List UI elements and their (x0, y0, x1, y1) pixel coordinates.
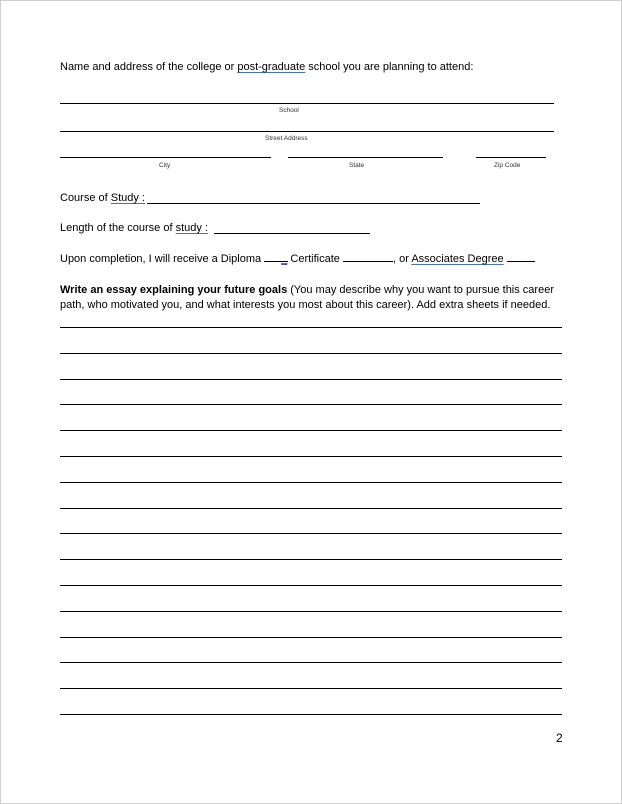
state-field[interactable] (288, 157, 443, 158)
essay-answer-line[interactable] (60, 611, 562, 612)
essay-answer-line[interactable] (60, 637, 562, 638)
essay-answer-line[interactable] (60, 688, 562, 689)
essay-answer-line[interactable] (60, 456, 562, 457)
associates-degree-field[interactable] (507, 251, 535, 262)
zip-code-label: Zip Code (494, 162, 521, 169)
zip-code-field[interactable] (476, 157, 546, 158)
school-label: School (279, 107, 299, 114)
course-length-label: Length of the course of study : (60, 222, 208, 234)
essay-answer-line[interactable] (60, 404, 562, 405)
essay-answer-line[interactable] (60, 508, 562, 509)
street-address-label: Street Address (265, 135, 308, 142)
essay-answer-line[interactable] (60, 585, 562, 586)
essay-answer-line[interactable] (60, 379, 562, 380)
certificate-field[interactable] (343, 251, 393, 262)
completion-sentence: Upon completion, I will receive a Diploma _ Certificate , or Associates Degree (60, 251, 535, 266)
course-of-study-field[interactable] (147, 203, 480, 204)
street-address-field[interactable] (60, 131, 554, 132)
school-prompt: Name and address of the college or post-graduate school you are planning to attend: (60, 61, 474, 73)
essay-answer-line[interactable] (60, 353, 562, 354)
essay-prompt-line2: path, who motivated you, and what interests you most about this career). Add extra sheets if needed. (60, 299, 551, 311)
course-of-study-label: Course of Study : (60, 192, 145, 204)
course-length-field[interactable] (214, 233, 370, 234)
city-label: City (159, 162, 171, 169)
essay-answer-line[interactable] (60, 327, 562, 328)
school-field[interactable] (60, 103, 554, 104)
essay-answer-line[interactable] (60, 714, 562, 715)
essay-answer-line[interactable] (60, 430, 562, 431)
essay-answer-line[interactable] (60, 559, 562, 560)
state-label: State (349, 162, 365, 169)
page-number: 2 (556, 731, 563, 745)
essay-answer-line[interactable] (60, 533, 562, 534)
city-field[interactable] (60, 157, 271, 158)
essay-answer-line[interactable] (60, 662, 562, 663)
essay-answer-line[interactable] (60, 482, 562, 483)
essay-prompt-line1: Write an essay explaining your future goals (You may describe why you want to pursue this career (60, 284, 554, 296)
